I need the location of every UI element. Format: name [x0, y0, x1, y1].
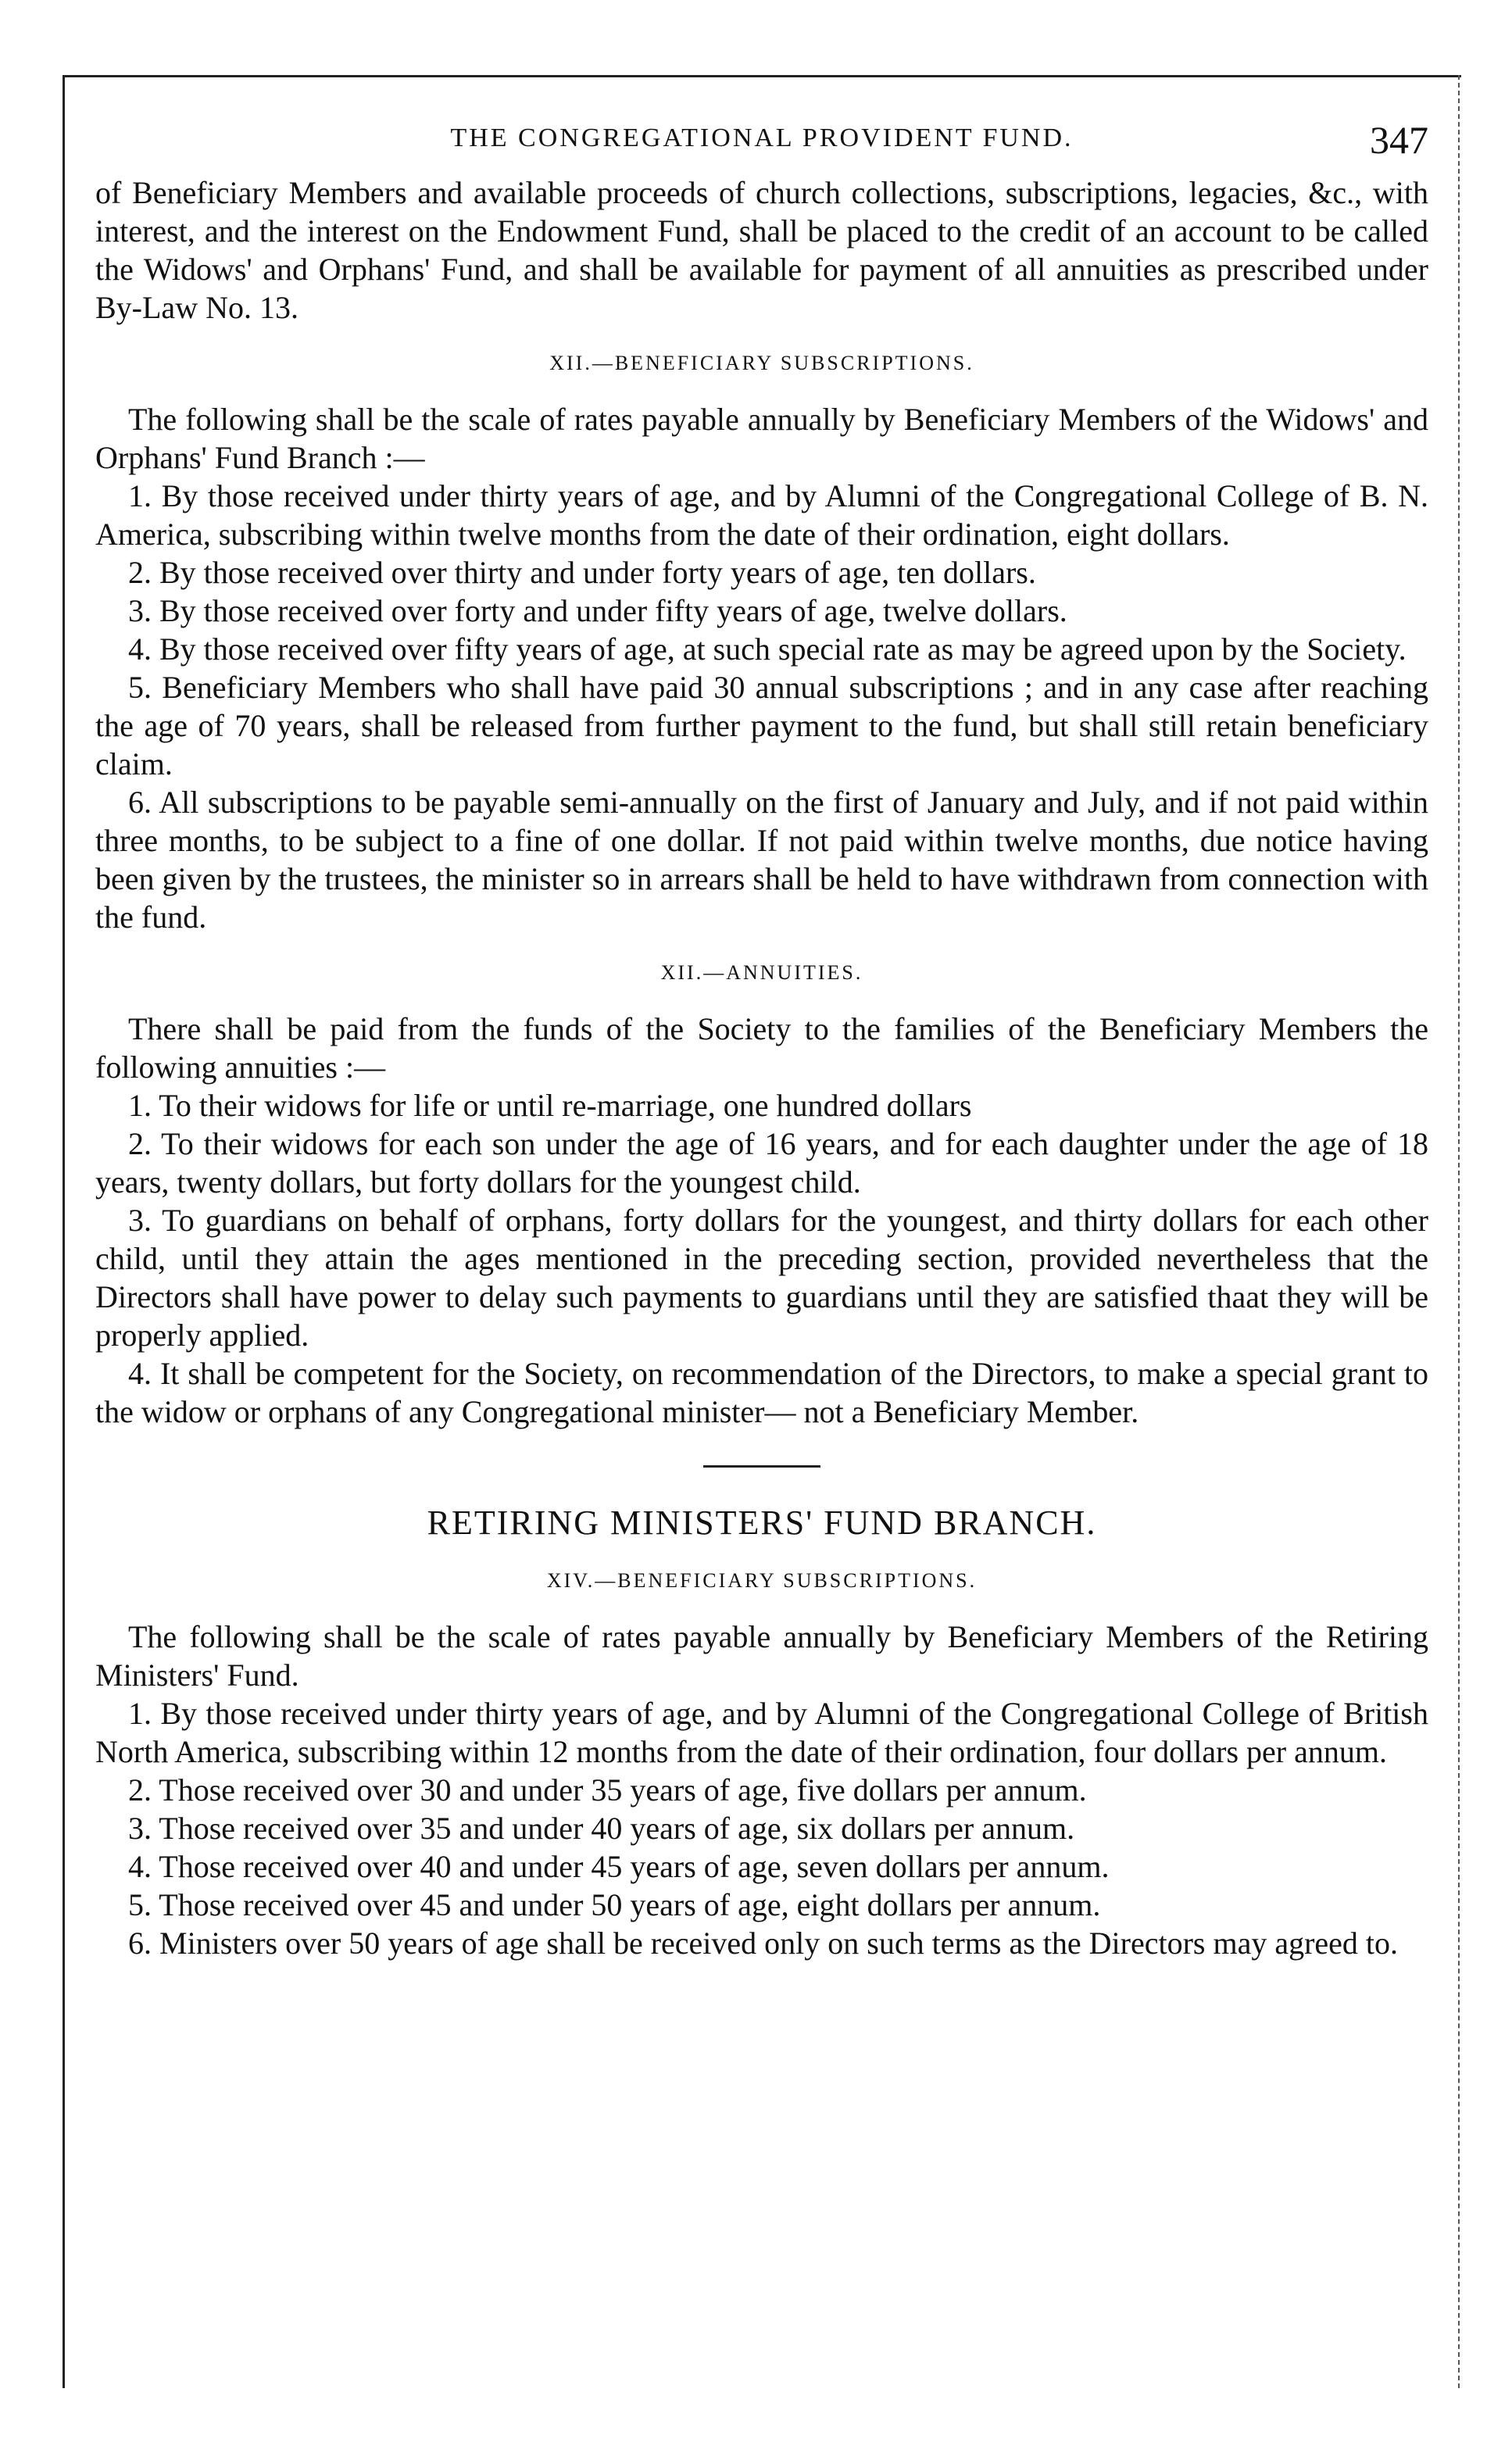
page-frame-right-rule [1458, 75, 1460, 2388]
section1-item-2: 2. By those received over thirty and under forty years of age, ten dollars. [128, 555, 1036, 590]
section2-item-2: 2. To their widows for each son under the age of 16 years, and for each daughter under the age of 18 years, twenty dollars, but forty dollars for the youngest child. [95, 1126, 1428, 1200]
page-frame-top-rule [63, 75, 1461, 77]
section3-item-3: 3. Those received over 35 and under 40 years of age, six dollars per annum. [128, 1811, 1075, 1846]
section3-item-1: 1. By those received under thirty years of age, and by Alumni of the Congregational College of British North America, subscribing within 12 months from the date of their ordination, four dollars per annum. [95, 1696, 1428, 1769]
section1-item-5: 5. Beneficiary Members who shall have paid 30 annual subscriptions ; and in any case after reaching the age of 70 years, shall be released from further payment to the fund, but shall still retain beneficiary claim. [95, 670, 1428, 781]
section3-item-2: 2. Those received over 30 and under 35 years of age, five dollars per annum. [128, 1772, 1087, 1808]
running-title: THE CONGREGATIONAL PROVIDENT FUND. [450, 123, 1074, 152]
section2-item-3: 3. To guardians on behalf of orphans, forty dollars for the youngest, and thirty dollars for each other child, until they attain the ages mentioned in the preceding section, provided nevertheless that the Directors shall have power to delay such payments to guardians until they are satisfied thaat they will be properly applied. [95, 1203, 1428, 1353]
section1-item-4: 4. By those received over fifty years of age, at such special rate as may be agreed upon by the Society. [128, 631, 1407, 667]
section1-paragraph: The following shall be the scale of rates payable annually by Beneficiary Members of the Widows' and Orphans' Fund Branch :— [95, 402, 1428, 475]
branch-title: RETIRING MINISTERS' FUND BRANCH. [427, 1504, 1097, 1542]
section1-item-1: 1. By those received under thirty years of age, and by Alumni of the Congregational College of B. N. America, subscribing within twelve months from the date of their ordination, eight dollars. [95, 478, 1428, 552]
section2-paragraph: There shall be paid from the funds of the Society to the families of the Beneficiary Members the following annuities :— [95, 1011, 1428, 1085]
section-heading-beneficiary-subscriptions: XII.—BENEFICIARY SUBSCRIPTIONS. [549, 352, 974, 374]
section-heading-annuities: XII.—ANNUITIES. [660, 961, 863, 984]
section-divider [703, 1465, 820, 1468]
section2-item-1: 1. To their widows for life or until re-marriage, one hundred dollars [128, 1088, 972, 1123]
section3-item-6: 6. Ministers over 50 years of age shall be received only on such terms as the Directors may agreed to. [128, 1926, 1399, 1961]
page-number: 347 [1370, 118, 1428, 162]
page-body [95, 117, 1428, 1962]
section3-item-4: 4. Those received over 40 and under 45 years of age, seven dollars per annum. [128, 1849, 1110, 1884]
section1-item-6: 6. All subscriptions to be payable semi-annually on the first of January and July, and if not paid within three months, to be subject to a fine of one dollar. If not paid within twelve months, due notice having been given by the trustees, the minister so in arrears shall be held to have withdrawn from connection with the fund. [95, 785, 1428, 935]
intro-paragraph: of Beneficiary Members and available proceeds of church collections, subscriptions, legacies, &c., with interest, and the interest on the Endowment Fund, shall be placed to the credit of an account to be called the Widows' and Orphans' Fund, and shall be available for payment of all annuities as prescribed under By-Law No. 13. [95, 175, 1428, 325]
section-heading-retiring-subscriptions: XIV.—BENEFICIARY SUBSCRIPTIONS. [546, 1569, 978, 1592]
section2-item-4: 4. It shall be competent for the Society, on recommendation of the Directors, to make a special grant to the widow or orphans of any Congregational minister— not a Beneficiary Member. [95, 1356, 1428, 1429]
section3-paragraph: The following shall be the scale of rates payable annually by Beneficiary Members of the Retiring Ministers' Fund. [95, 1619, 1428, 1693]
page-header [95, 117, 1428, 173]
section1-item-3: 3. By those received over forty and under fifty years of age, twelve dollars. [128, 593, 1067, 628]
page-frame-left-rule [63, 75, 65, 2388]
section3-item-5: 5. Those received over 45 and under 50 years of age, eight dollars per annum. [128, 1887, 1101, 1922]
